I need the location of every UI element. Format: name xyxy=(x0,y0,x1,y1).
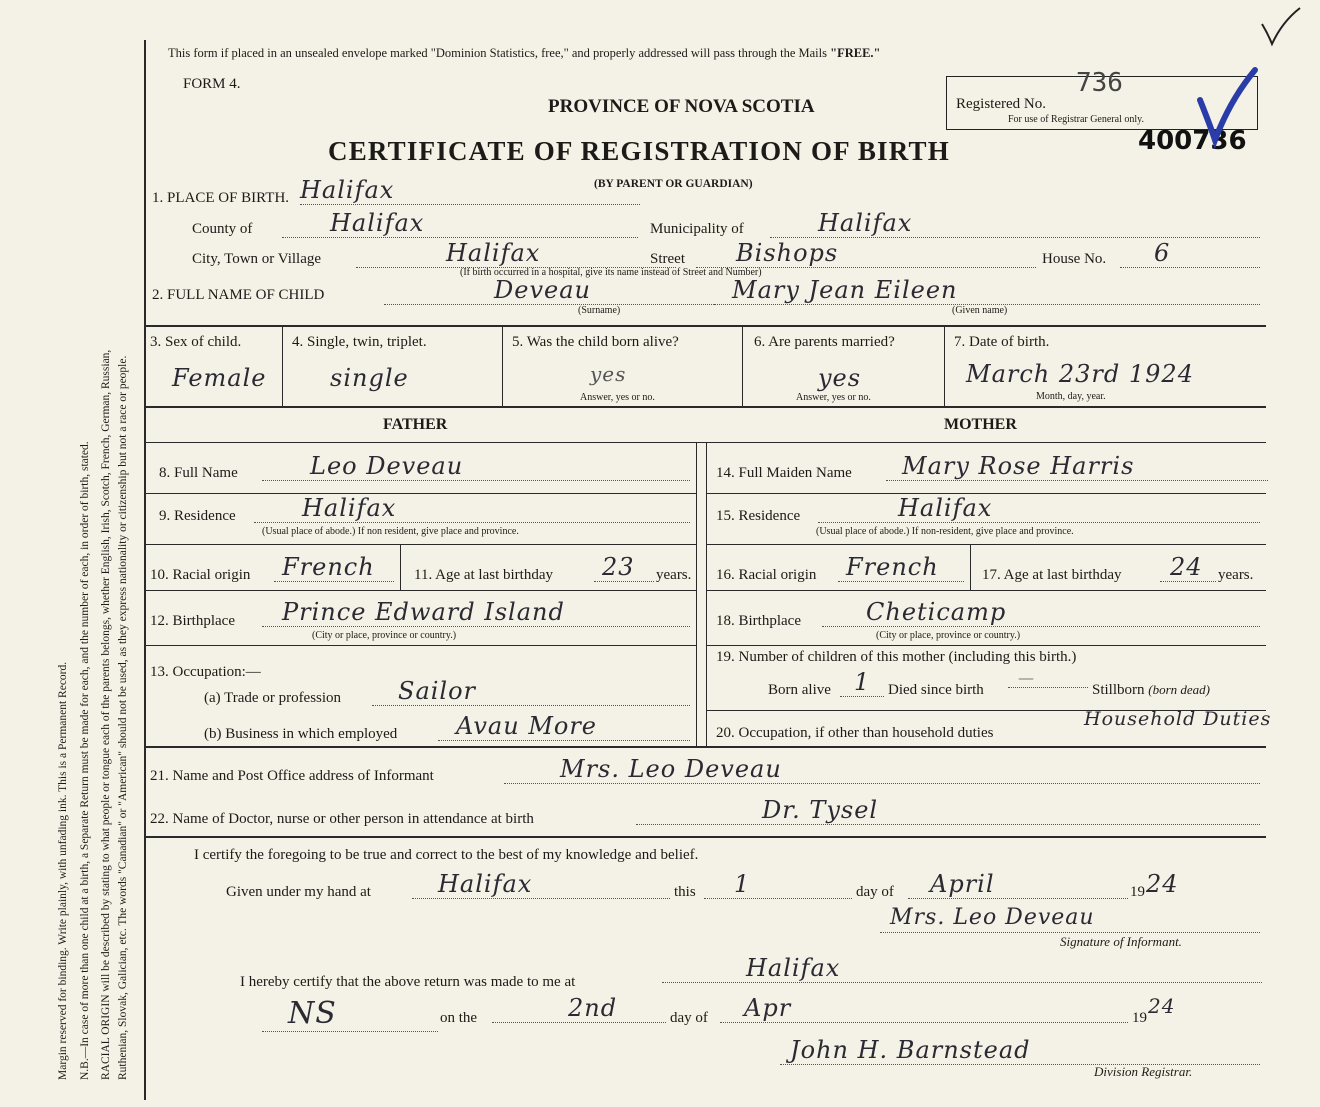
divider-col xyxy=(742,325,743,407)
subtitle: (BY PARENT OR GUARDIAN) xyxy=(594,178,753,190)
father-race-label: 10. Racial origin xyxy=(150,567,251,583)
mother-residence-note: (Usual place of abode.) If non-resident, give place and province. xyxy=(816,526,1074,537)
informant-value: Mrs. Leo Deveau xyxy=(504,755,1260,784)
father-birthplace-note: (City or place, province or country.) xyxy=(312,630,457,641)
father-age-value: 23 xyxy=(594,553,654,582)
plurality-label: 4. Single, twin, triplet. xyxy=(292,334,427,350)
mother-age-unit: years. xyxy=(1218,567,1254,583)
cert-day: 1 xyxy=(704,870,852,899)
informant-signature-line xyxy=(880,932,1260,933)
divider-certify xyxy=(144,836,1266,838)
born-alive-value: yes xyxy=(590,362,627,386)
on-the-label: on the xyxy=(440,1010,478,1026)
father-heading: FATHER xyxy=(383,416,448,433)
mother-race-value: French xyxy=(838,553,964,582)
registrar-text: I hereby certify that the above return was made to me at xyxy=(240,974,576,990)
house-label: House No. xyxy=(1042,251,1107,267)
divider-col xyxy=(502,325,503,407)
registered-note: For use of Registrar General only. xyxy=(1008,114,1144,125)
divider xyxy=(144,544,696,545)
registrar-year: 24 xyxy=(1148,994,1176,1018)
divider-row3-bottom xyxy=(144,406,1266,408)
sidebar-note-binding: Margin reserved for binding. Write plainly, with unfading ink. This is a Permanent Record. xyxy=(57,661,69,1080)
registrar-signature: John H. Barnstead xyxy=(790,1036,1031,1064)
father-residence-note: (Usual place of abode.) If non resident, give place and province. xyxy=(262,526,519,537)
registrar-label: Division Registrar. xyxy=(1094,1064,1193,1079)
divider xyxy=(970,545,971,591)
died-label: Died since birth xyxy=(888,682,984,698)
divider-center-2 xyxy=(706,442,707,746)
registrar-day: 2nd xyxy=(492,994,666,1023)
mother-heading: MOTHER xyxy=(944,416,1017,433)
married-note: Answer, yes or no. xyxy=(796,392,871,403)
sidebar-note-racial-2: Ruthenian, Slovak, Galician, etc. The words "Canadian" or "American" should not be used, as they express nationality or citizenship but not a race or people. xyxy=(117,355,129,1080)
child-given-name: Mary Jean Eileen xyxy=(714,276,1260,305)
child-surname: Deveau xyxy=(384,276,714,305)
father-business-value: Avau More xyxy=(438,712,690,741)
divider xyxy=(706,544,1266,545)
registrar-month: Apr xyxy=(720,994,1128,1023)
mother-birthplace-label: 18. Birthplace xyxy=(716,613,801,629)
father-trade-value: Sailor xyxy=(372,677,690,706)
municipality-value: Halifax xyxy=(770,209,1260,238)
municipality-label: Municipality of xyxy=(650,221,744,237)
registrar-place: Halifax xyxy=(662,954,1262,983)
divider xyxy=(706,645,1266,646)
registrar-year-prefix: 19 xyxy=(1132,1010,1147,1026)
father-occupation-label: 13. Occupation:— xyxy=(150,664,261,680)
mother-residence-value: Halifax xyxy=(818,494,1260,523)
mother-birthplace-value: Cheticamp xyxy=(822,598,1260,627)
top-notice: This form if placed in an unsealed envelope marked "Dominion Statistics, free," and properly addressed will pass through the Mails "FREE." xyxy=(168,46,881,60)
mother-residence-label: 15. Residence xyxy=(716,508,801,524)
father-birthplace-label: 12. Birthplace xyxy=(150,613,235,629)
mother-birthplace-note: (City or place, province or country.) xyxy=(876,630,1021,641)
day-of-label: day of xyxy=(856,884,894,900)
divider-parents-bottom xyxy=(144,746,1266,748)
given-under-label: Given under my hand at xyxy=(226,884,371,900)
stillborn-label: Stillborn (born dead) xyxy=(1092,682,1211,698)
died-value: — xyxy=(1008,668,1088,688)
county-value: Halifax xyxy=(282,209,638,238)
given-place: Halifax xyxy=(412,870,670,899)
divider xyxy=(706,590,1266,591)
mother-name-label: 14. Full Maiden Name xyxy=(716,465,852,481)
certify-text: I certify the foregoing to be true and correct to the best of my knowledge and belief. xyxy=(194,847,699,863)
street-label: Street xyxy=(650,251,685,267)
divider xyxy=(400,545,401,591)
mother-occupation-label: 20. Occupation, if other than household duties xyxy=(716,725,994,741)
mother-name-value: Mary Rose Harris xyxy=(886,452,1268,481)
born-alive-label: 5. Was the child born alive? xyxy=(512,334,679,350)
divider-parents xyxy=(144,442,1266,443)
father-age-unit: years. xyxy=(656,567,692,583)
born-alive-note: Answer, yes or no. xyxy=(580,392,655,403)
registered-stamp: 736 xyxy=(1076,68,1123,98)
informant-signature: Mrs. Leo Deveau xyxy=(890,905,1095,930)
divider-row3-top xyxy=(144,325,1266,327)
father-race-value: French xyxy=(274,553,394,582)
blue-check-icon xyxy=(1190,60,1260,150)
registrar-day-of-label: day of xyxy=(670,1010,708,1026)
given-note: (Given name) xyxy=(952,305,1008,316)
this-label: this xyxy=(674,884,696,900)
page-title: CERTIFICATE OF REGISTRATION OF BIRTH xyxy=(328,136,950,166)
check-icon xyxy=(1256,4,1306,48)
father-trade-label: (a) Trade or profession xyxy=(204,690,342,706)
mother-age-value: 24 xyxy=(1160,553,1216,582)
registered-label: Registered No. xyxy=(956,96,1046,112)
province-heading: PROVINCE OF NOVA SCOTIA xyxy=(548,96,815,117)
father-business-label: (b) Business in which employed xyxy=(204,726,398,742)
father-residence-value: Halifax xyxy=(254,494,690,523)
doctor-value: Dr. Tysel xyxy=(636,796,1260,825)
cert-year: 24 xyxy=(1146,870,1179,898)
father-age-label: 11. Age at last birthday xyxy=(414,567,553,583)
divider-center xyxy=(696,442,697,746)
child-name-label: 2. FULL NAME OF CHILD xyxy=(152,287,325,303)
place-of-birth-value: Halifax xyxy=(300,176,640,205)
mother-age-label: 17. Age at last birthday xyxy=(982,567,1122,583)
divider-col xyxy=(282,325,283,407)
registered-number: 400736 xyxy=(1138,126,1247,156)
dob-label: 7. Date of birth. xyxy=(954,334,1050,350)
mother-race-label: 16. Racial origin xyxy=(716,567,817,583)
mother-occupation-value: Household Duties xyxy=(1084,708,1272,730)
born-alive-count: 1 xyxy=(840,668,884,697)
mother-children-label: 19. Number of children of this mother (including this birth.) xyxy=(716,649,1077,665)
divider xyxy=(144,590,696,591)
county-label: County of xyxy=(192,221,253,237)
cert-year-prefix: 19 xyxy=(1130,884,1145,900)
born-alive-count-label: Born alive xyxy=(768,682,831,698)
father-birthplace-value: Prince Edward Island xyxy=(262,598,690,627)
married-value: yes xyxy=(818,364,862,392)
sidebar-note-nb: N.B.—In case of more than one child at a birth, a Separate Return must be made for each, and the number of each, in order of birth, stated. xyxy=(79,441,91,1080)
informant-label: 21. Name and Post Office address of Informant xyxy=(150,768,434,784)
sex-value: Female xyxy=(172,364,267,392)
sex-label: 3. Sex of child. xyxy=(150,334,242,350)
cert-month: April xyxy=(908,870,1128,899)
plurality-value: single xyxy=(330,364,409,392)
dob-note: Month, day, year. xyxy=(1036,391,1106,402)
father-name-value: Leo Deveau xyxy=(262,452,690,481)
city-value: Halifax xyxy=(356,239,676,268)
divider-col xyxy=(944,325,945,407)
city-label: City, Town or Village xyxy=(192,251,322,267)
sidebar-note-racial: RACIAL ORIGIN will be described by stating to what people or tongue each of the parents belongs, whether English, Irish, Scotch, French, German, Russian, xyxy=(100,349,112,1080)
married-label: 6. Are parents married? xyxy=(754,334,895,350)
father-name-label: 8. Full Name xyxy=(159,465,238,481)
street-value: Bishops xyxy=(696,239,1036,268)
father-residence-label: 9. Residence xyxy=(159,508,236,524)
doctor-label: 22. Name of Doctor, nurse or other person in attendance at birth xyxy=(150,811,534,827)
hospital-note: (If birth occurred in a hospital, give its name instead of Street and Number) xyxy=(460,267,762,278)
place-of-birth-label: 1. PLACE OF BIRTH. xyxy=(152,190,290,206)
informant-signature-label: Signature of Informant. xyxy=(1060,934,1182,949)
registrar-place-2: NS xyxy=(262,996,438,1032)
form-number: FORM 4. xyxy=(183,76,241,92)
house-value: 6 xyxy=(1120,239,1260,268)
divider xyxy=(144,645,696,646)
dob-value: March 23rd 1924 xyxy=(966,360,1194,388)
left-border xyxy=(144,40,146,1100)
surname-note: (Surname) xyxy=(578,305,621,316)
